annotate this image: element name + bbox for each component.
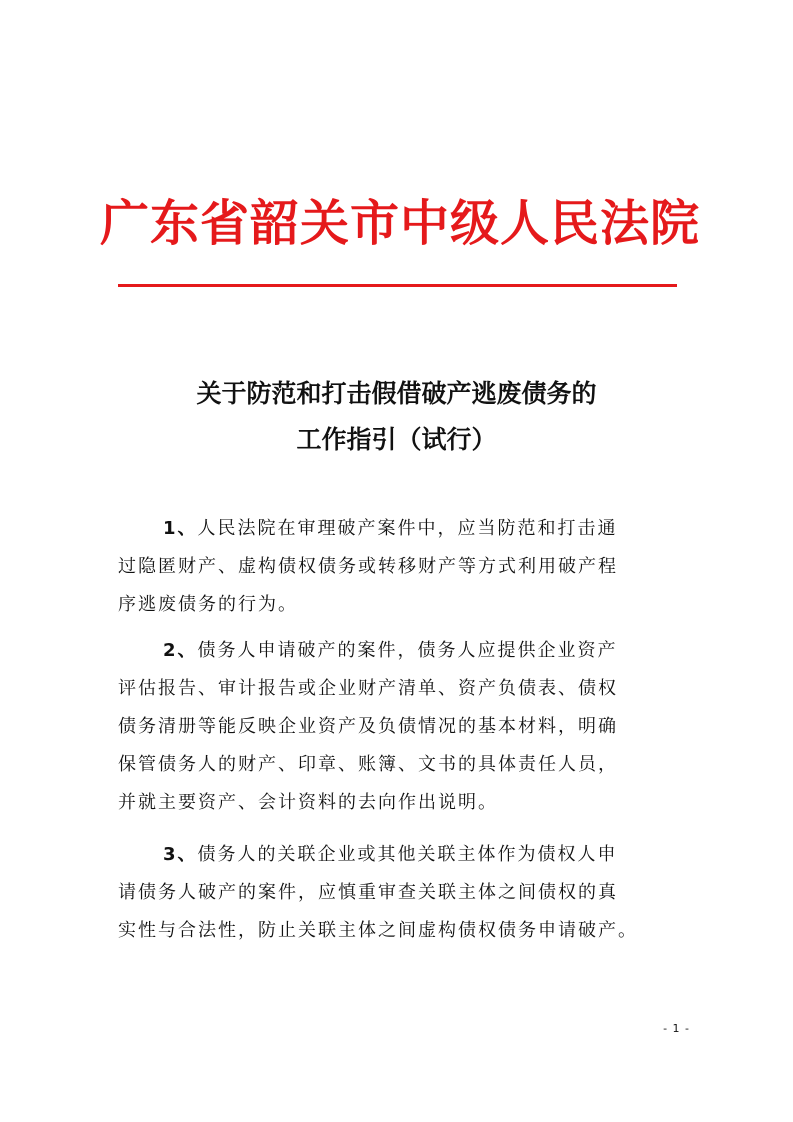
masthead-red-rule [118, 284, 677, 287]
paragraph-3-line-1 [118, 836, 684, 874]
paragraph-2-line-5: 并就主要资产、会计资料的去向作出说明。 [118, 792, 498, 813]
document-title-line-2: 工作指引（试行） [296, 425, 497, 454]
paragraph-2 [118, 632, 684, 822]
paragraph-2-line-3: 债务清册等能反映企业资产及负债情况的基本材料，明确 [118, 716, 618, 737]
paragraph-2-line-1 [118, 632, 684, 670]
paragraph-1 [118, 510, 684, 624]
paragraph-3-line-3: 实性与合法性，防止关联主体之间虚构债权债务申请破产。 [118, 920, 638, 941]
court-masthead: 广东省韶关市中级人民法院 [100, 194, 701, 252]
paragraph-1-number: 1、 [163, 518, 198, 539]
paragraph-2-text-1: 债务人申请破产的案件，债务人应提供企业资产 [197, 640, 618, 661]
paragraph-1-line-2: 过隐匿财产、虚构债权债务或转移财产等方式利用破产程 [118, 556, 618, 577]
paragraph-3-number: 3、 [163, 844, 198, 865]
document-title-line-1: 关于防范和打击假借破产逃废债务的 [196, 379, 597, 408]
paragraph-1-line-1 [118, 510, 684, 548]
paragraph-1-line-3: 序逃废债务的行为。 [118, 594, 298, 615]
page-number: - 1 - [663, 1022, 690, 1035]
paragraph-3-text-1: 债务人的关联企业或其他关联主体作为债权人申 [197, 844, 618, 865]
paragraph-2-line-2: 评估报告、审计报告或企业财产清单、资产负债表、债权 [118, 678, 618, 699]
paragraph-2-number: 2、 [163, 640, 198, 661]
paragraph-3 [118, 836, 684, 950]
paragraph-1-text-1: 人民法院在审理破产案件中，应当防范和打击通 [197, 518, 618, 539]
paragraph-2-line-4: 保管债务人的财产、印章、账簿、文书的具体责任人员， [118, 754, 618, 775]
paragraph-3-line-2: 请债务人破产的案件，应慎重审查关联主体之间债权的真 [118, 882, 618, 903]
